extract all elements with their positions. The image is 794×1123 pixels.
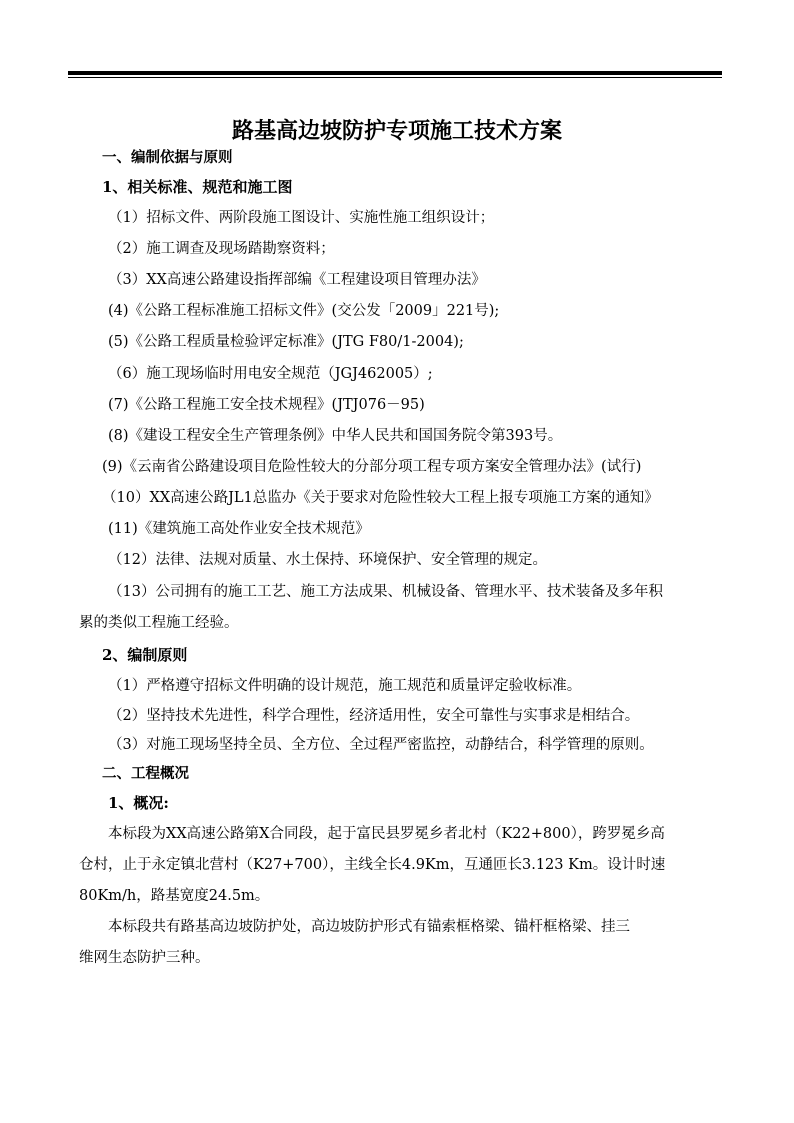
list-item: （2）坚持技术先进性，科学合理性，经济适用性，安全可靠性与实事求是相结合。 (108, 708, 640, 724)
header-rule-thin (68, 77, 722, 78)
list-item: （2）施工调查及现场踏勘察资料； (108, 241, 335, 257)
list-item: （13）公司拥有的施工工艺、施工方法成果、机械设备、管理水平、技术装备及多年积 (108, 584, 663, 600)
list-item: （3）XX高速公路建设指挥部编《工程建设项目管理办法》 (108, 272, 486, 288)
paragraph-line: 维网生态防护三种。 (79, 950, 210, 966)
list-item: （6）施工现场临时用电安全规范（JGJ462005）; (108, 366, 433, 382)
document-title: 路基高边坡防护专项施工技术方案 (231, 118, 562, 144)
paragraph-line: 本标段为XX高速公路第X合同段，起于富民县罗冕乡者北村（K22+800），跨罗冕乡高 (108, 826, 665, 842)
list-item: （12）法律、法规对质量、水土保持、环境保护、安全管理的规定。 (108, 552, 547, 568)
section-heading-1: 一、编制依据与原则 (102, 149, 233, 166)
list-item: (4)《公路工程标准施工招标文件》(交公发「2009」221号); (108, 303, 500, 319)
subsection-heading-1-2: 2、编制原则 (102, 646, 188, 664)
paragraph-line: 80Km/h，路基宽度24.5m。 (79, 888, 270, 904)
list-item: （3）对施工现场坚持全员、全方位、全过程严密监控，动静结合，科学管理的原则。 (108, 737, 654, 753)
list-item: (5)《公路工程质量检验评定标准》(JTG F80/1-2004); (108, 334, 464, 350)
list-item: (11)《建筑施工高处作业安全技术规范》 (108, 521, 370, 537)
header-rule (68, 71, 722, 79)
list-item: (9)《云南省公路建设项目危险性较大的分部分项工程专项方案安全管理办法》(试行) (102, 459, 642, 475)
paragraph-line: 本标段共有路基高边坡防护处，高边坡防护形式有锚索框格梁、锚杆框格梁、挂三 (108, 919, 630, 935)
list-item: (8)《建设工程安全生产管理条例》中华人民共和国国务院令第393号。 (108, 428, 563, 444)
paragraph-line: 仓村，止于永定镇北营村（K27+700），主线全长4.9Km，互通匝长3.123 Km。设计时速 (79, 857, 666, 873)
list-item: （1）招标文件、两阶段施工图设计、实施性施工组织设计； (108, 210, 495, 226)
list-item: （1）严格遵守招标文件明确的设计规范，施工规范和质量评定验收标准。 (108, 678, 582, 694)
header-rule-thick (68, 71, 722, 75)
section-heading-2: 二、工程概况 (102, 765, 189, 782)
subsection-heading-1-1: 1、相关标准、规范和施工图 (102, 178, 293, 196)
list-item-continuation: 累的类似工程施工经验。 (79, 615, 239, 631)
subsection-heading-2-1: 1、概况: (108, 794, 169, 812)
list-item: （10）XX高速公路JL1总监办《关于要求对危险性较大工程上报专项施工方案的通知》 (102, 490, 659, 506)
list-item: (7)《公路工程施工安全技术规程》(JTJ076－95) (108, 397, 425, 413)
